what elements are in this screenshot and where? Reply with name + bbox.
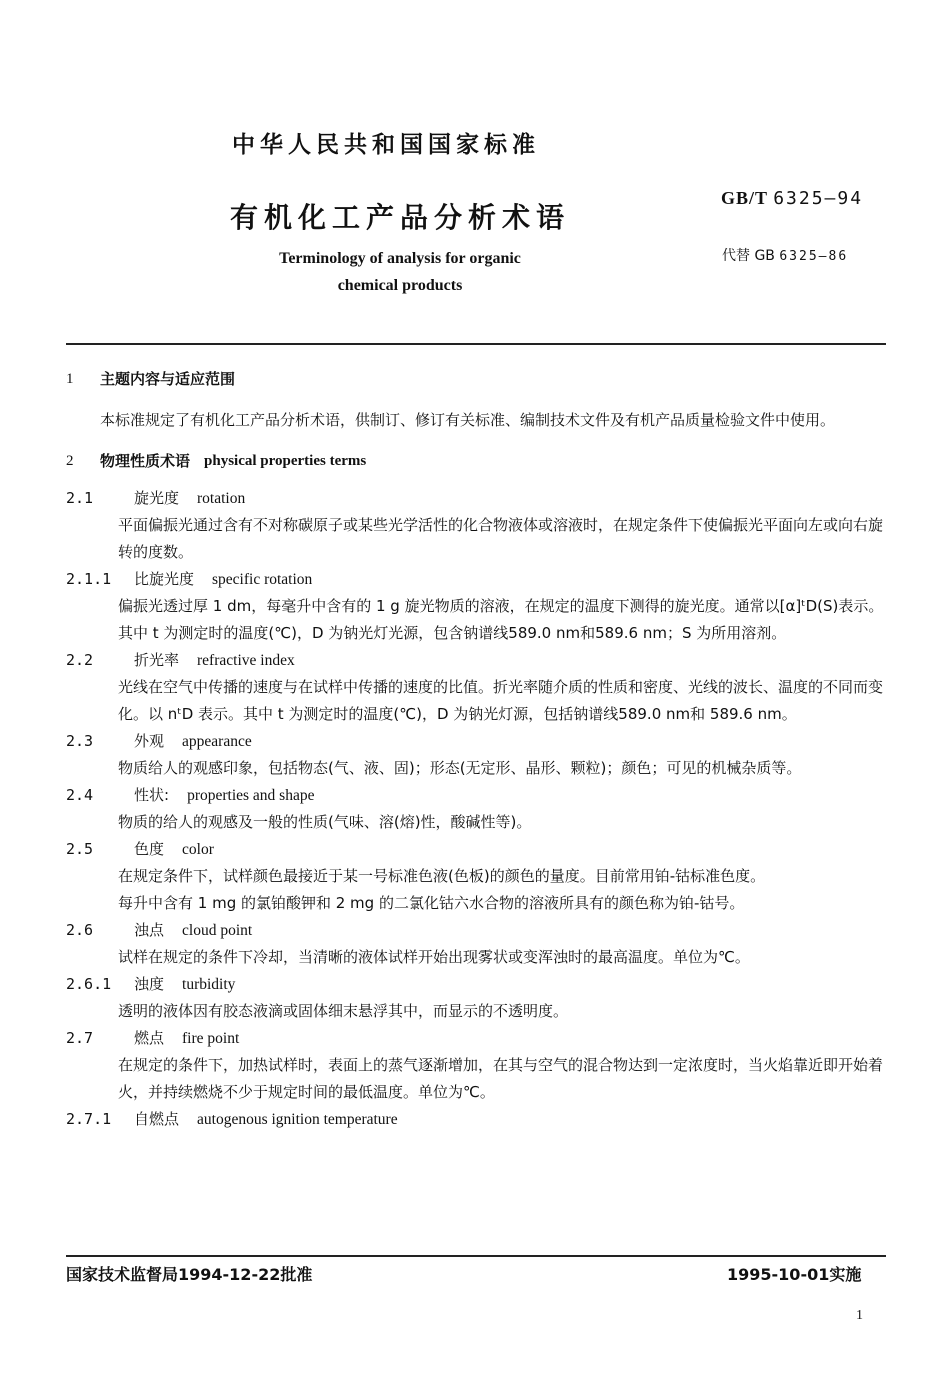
term-zh: 比旋光度	[134, 570, 195, 588]
section-2-heading	[66, 448, 888, 475]
document-body	[66, 366, 888, 1133]
standard-number-value: 6325—94	[773, 188, 864, 209]
term-definition: 物质给人的观感印象，包括物态(气、液、固)；形态(无定形、晶形、颗粒)；颜色；可见的机械杂质等。	[118, 759, 802, 777]
section-title-en: physical properties terms	[204, 453, 367, 469]
section-title: 主题内容与适应范围	[100, 370, 236, 388]
term-number: 2.7	[66, 1029, 94, 1047]
approval-date: 国家技术监督局1994-12-22批准	[66, 1265, 313, 1284]
term-heading	[66, 782, 888, 809]
term-definition-extra: 每升中含有 1 mg 的氯铂酸钾和 2 mg 的二氯化钴六水合物的溶液所具有的颜色称为铂-钴号。	[118, 894, 745, 912]
term-heading	[66, 485, 888, 512]
page-number: 1	[856, 1308, 863, 1323]
term-en: appearance	[182, 733, 252, 750]
term-zh: 折光率	[134, 651, 180, 669]
section-1-heading	[66, 366, 888, 393]
term-zh: 自燃点	[134, 1110, 180, 1128]
national-standard-title: 中华人民共和国国家标准	[232, 132, 540, 158]
term-en: autogenous ignition temperature	[197, 1111, 398, 1128]
standard-prefix: GB/T	[721, 188, 768, 208]
replaces-prefix: 代替 GB	[722, 248, 775, 264]
term-zh: 燃点	[134, 1029, 165, 1047]
term-heading	[66, 971, 888, 998]
term-heading	[66, 1025, 888, 1052]
term-en: turbidity	[182, 976, 236, 993]
term-zh: 外观	[134, 732, 165, 750]
effective-date: 1995-10-01实施	[727, 1265, 862, 1284]
term-number: 2.1	[66, 489, 94, 507]
term-definition: 平面偏振光通过含有不对称碳原子或某些光学活性的化合物液体或溶液时，在规定条件下使偏振光平面向左或向右旋转的度数。	[118, 516, 884, 561]
header-divider	[66, 343, 886, 345]
section-title: 物理性质术语	[100, 452, 191, 470]
term-heading	[66, 917, 888, 944]
term-number: 2.7.1	[66, 1110, 112, 1128]
english-title-line1: Terminology of analysis for organic	[279, 250, 521, 267]
section-number: 2	[66, 453, 74, 469]
section-1-text: 本标准规定了有机化工产品分析术语，供制订、修订有关标准、编制技术文件及有机产品质量检验文件中使用。	[100, 411, 836, 429]
term-number: 2.6.1	[66, 975, 112, 993]
term-heading	[66, 836, 888, 863]
term-definition: 偏振光透过厚 1 dm，每毫升中含有的 1 g 旋光物质的溶液，在规定的温度下测得的旋光度。通常以[α]ᵗD(S)表示。其中 t 为测定时的温度(℃)，D 为钠光灯光源，包含钠谱线589.0 nm和589.6 nm；S 为所用溶剂。	[118, 597, 884, 642]
term-zh: 性状:	[134, 786, 170, 804]
term-definition: 在规定条件下，试样颜色最接近于某一号标准色液(色板)的颜色的量度。目前常用铂-钴标准色度。	[118, 867, 766, 885]
term-en: properties and shape	[187, 787, 315, 804]
term-number: 2.1.1	[66, 570, 112, 588]
section-number: 1	[66, 371, 74, 387]
term-definition: 试样在规定的条件下冷却，当清晰的液体试样开始出现雾状或变浑浊时的最高温度。单位为℃。	[118, 948, 750, 966]
term-zh: 浊度	[134, 975, 165, 993]
term-heading	[66, 728, 888, 755]
replaces-number: 6325—86	[779, 249, 849, 264]
standard-number	[721, 188, 863, 209]
term-number: 2.5	[66, 840, 94, 858]
term-zh: 色度	[134, 840, 165, 858]
term-zh: 旋光度	[134, 489, 180, 507]
term-zh: 浊点	[134, 921, 165, 939]
replaces-standard	[722, 245, 848, 265]
term-number: 2.3	[66, 732, 94, 750]
term-definition: 光线在空气中传播的速度与在试样中传播的速度的比值。折光率随介质的性质和密度、光线的波长、温度的不同而变化。以 nᵗD 表示。其中 t 为测定时的温度(℃)，D 为钠光灯源，包括钠谱线589.0 nm和 589.6 nm。	[118, 678, 884, 723]
english-title-line2: chemical products	[337, 277, 463, 294]
term-number: 2.4	[66, 786, 94, 804]
term-definition: 透明的液体因有胶态液滴或固体细末悬浮其中，而显示的不透明度。	[118, 1002, 569, 1020]
standard-title: 有机化工产品分析术语	[230, 201, 571, 234]
term-en: refractive index	[197, 652, 295, 669]
term-en: color	[182, 841, 214, 858]
term-definition: 物质的给人的观感及一般的性质(气味、溶(熔)性，酸碱性等)。	[118, 813, 532, 831]
term-en: fire point	[182, 1030, 240, 1047]
term-heading	[66, 1106, 888, 1133]
term-en: rotation	[197, 490, 246, 507]
term-number: 2.6	[66, 921, 94, 939]
term-en: specific rotation	[212, 571, 313, 588]
term-number: 2.2	[66, 651, 94, 669]
term-en: cloud point	[182, 922, 253, 939]
term-heading	[66, 566, 888, 593]
term-definition: 在规定的条件下，加热试样时，表面上的蒸气逐渐增加，在其与空气的混合物达到一定浓度时，当火焰靠近即开始着火，并持续燃烧不少于规定时间的最低温度。单位为℃。	[118, 1056, 884, 1101]
term-heading	[66, 647, 888, 674]
footer-divider	[66, 1255, 886, 1257]
